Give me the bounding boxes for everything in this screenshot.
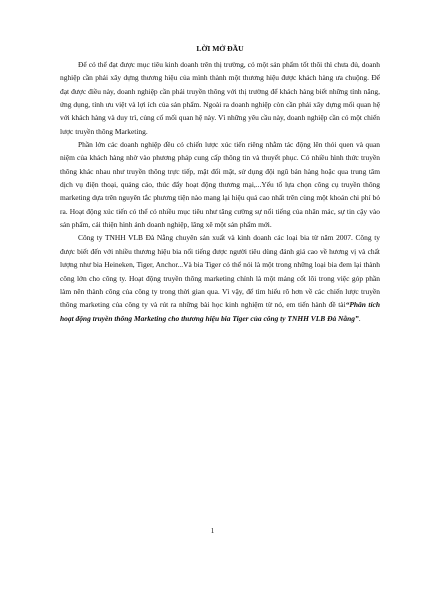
page-body xyxy=(60,44,380,325)
page-title: LỜI MỞ ĐẦU xyxy=(196,44,244,53)
paragraph-3-text: Công ty TNHH VLB Đà Nẵng chuyên sản xuất và kinh doanh các loại bia từ năm 2007. Công ty được biết đến với nhiều thương hiệu bia nổi tiếng được người tiêu dùng đánh giá cao về hương vị và chất lượng như bia Heineken, Tiger, Anchor...Và bia Tiger có thể nói là một trong những loại bia đem lại thành công lớn cho công ty. Hoạt động truyền thông marketing chính là một mảng cốt lõi trong việc góp phần làm nên thành công của công ty trong thời gian qua. Vì vậy, để tìm hiểu rõ hơn về các chiến lược truyền thông marketing của công ty và rút ra những bài học kinh nghiệm từ nó, em tiến hành đề tài xyxy=(60,233,380,310)
paragraph-2-text: Phần lớn các doanh nghiệp đều có chiến lược xúc tiến riêng nhằm tác động lên thói quen và quan niệm của khách hàng nhờ vào phương pháp cung cấp thông tin và thuyết phục. Có nhiều hình thức truyền thông khác nhau như truyền thông trực tiếp, mặt đối mặt, sử dụng đội ngũ bán hàng hoặc qua trung tâm dịch vụ điện thoại, quảng cáo, thúc đẩy hoạt động thương mại,...Yếu tố lựa chọn công cụ truyền thông marketing dựa trên nguyên tắc phương tiện nào mang lại hiệu quả cao nhất trên cùng một khoản chi phí bỏ ra. Hoạt động xúc tiến có thể có nhiều mục tiêu như tăng cường sự nổi tiếng của nhãn mác, sự tin cậy vào sản phẩm, cải thiện hình ảnh doanh nghiệp, lãng xê một sản phẩm mới. xyxy=(60,140,380,230)
paragraph-3 xyxy=(60,231,380,324)
paragraph-1 xyxy=(60,58,380,138)
paragraph-1-text: Để có thể đạt được mục tiêu kinh doanh trên thị trường, có một sản phẩm tốt thôi thì chưa đủ, doanh nghiệp cần phải xây dựng thương hiệu của mình thành một thương hiệu được khách hàng ưa chuộng. Để đạt được điều này, doanh nghiệp cần phải truyền thông với thị trường để khách hàng biết những tính năng, ứng dụng, tính ưu việt và lợi ích của sản phẩm. Ngoài ra doanh nghiệp còn cần phải xây dựng mối quan hệ với khách hàng và duy trì, củng cố mối quan hệ này. Vì những yêu cầu này, doanh nghiệp cần có một chiến lược truyền thông Marketing. xyxy=(60,60,380,136)
thesis-title: “Phân tích hoạt động truyền thông Marketing cho thương hiệu bia Tiger của công ty TNHH VLB Đà Nẵng” xyxy=(60,300,380,323)
paragraph-3-tail: . xyxy=(358,313,361,323)
paragraph-2 xyxy=(60,138,380,231)
page-number: 1 xyxy=(210,527,215,535)
